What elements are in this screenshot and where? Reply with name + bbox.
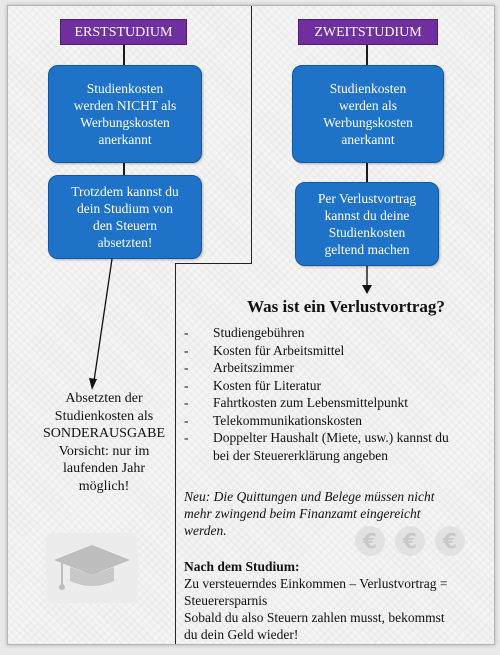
list-item: - Telekommunikationskosten: [184, 412, 363, 428]
arrow-right: [360, 266, 374, 294]
list-item: - Fahrtkosten zum Lebensmittelpunkt: [184, 395, 408, 410]
list-item: - Doppelter Haushalt (Miete, usw.) kannst du bei der Steuererklärung angeben: [184, 430, 449, 463]
zweitstudium-box-costs: [292, 65, 444, 163]
sonderausgabe-note: Absetzten der Studienkosten als SONDERAUSGABE Vorsicht: nur im laufenden Jahr möglich!: [42, 391, 166, 494]
list-item: - Arbeitszimmer: [184, 360, 294, 375]
cost-list: [184, 324, 489, 464]
euro-coin: €: [435, 526, 465, 556]
zweitstudium-header: ZWEITSTUDIUM: [298, 19, 438, 45]
after-study-title: Nach dem Studium:: [184, 559, 300, 574]
infographic-page: [7, 5, 495, 645]
connector-right-1: [366, 45, 368, 65]
box-text: Studienkosten werden NICHT als Werbungskosten anerkannt: [73, 81, 177, 147]
euro-coins-icon: [351, 524, 471, 558]
connector-right-2: [366, 163, 368, 182]
list-item: - Kosten für Arbeitsmittel: [184, 342, 345, 358]
euro-coin: €: [395, 526, 425, 556]
erststudium-header: ERSTSTUDIUM: [60, 19, 187, 45]
euro-coin: €: [355, 526, 385, 556]
verlustvortrag-question: Was ist ein Verlustvortrag?: [247, 297, 445, 316]
graduation-cap-icon: [46, 533, 138, 603]
zweitstudium-box-verlustvortrag: [295, 182, 439, 266]
list-item: - Kosten für Literatur: [184, 377, 321, 393]
box-text: Trotzdem kannst du dein Studium von den Steuern absetzten!: [71, 184, 179, 250]
receipts-note: Neu: Die Quittungen und Belege müssen nicht mehr zwingend beim Finanzamt eingereicht werden.: [184, 489, 435, 538]
list-item: - Studiengebühren: [184, 325, 305, 340]
box-text: Studienkosten werden als Werbungskosten anerkannt: [323, 81, 413, 147]
after-study-section: Nach dem Studium: Zu versteuerndes Einkommen – Verlustvortrag = Steuerersparnis Sobald du also Steuern zahlen musst, bekommst du dein Geld wieder!: [184, 558, 492, 643]
box-text: Per Verlustvortrag kannst du deine Studienkosten geltend machen: [317, 191, 417, 257]
